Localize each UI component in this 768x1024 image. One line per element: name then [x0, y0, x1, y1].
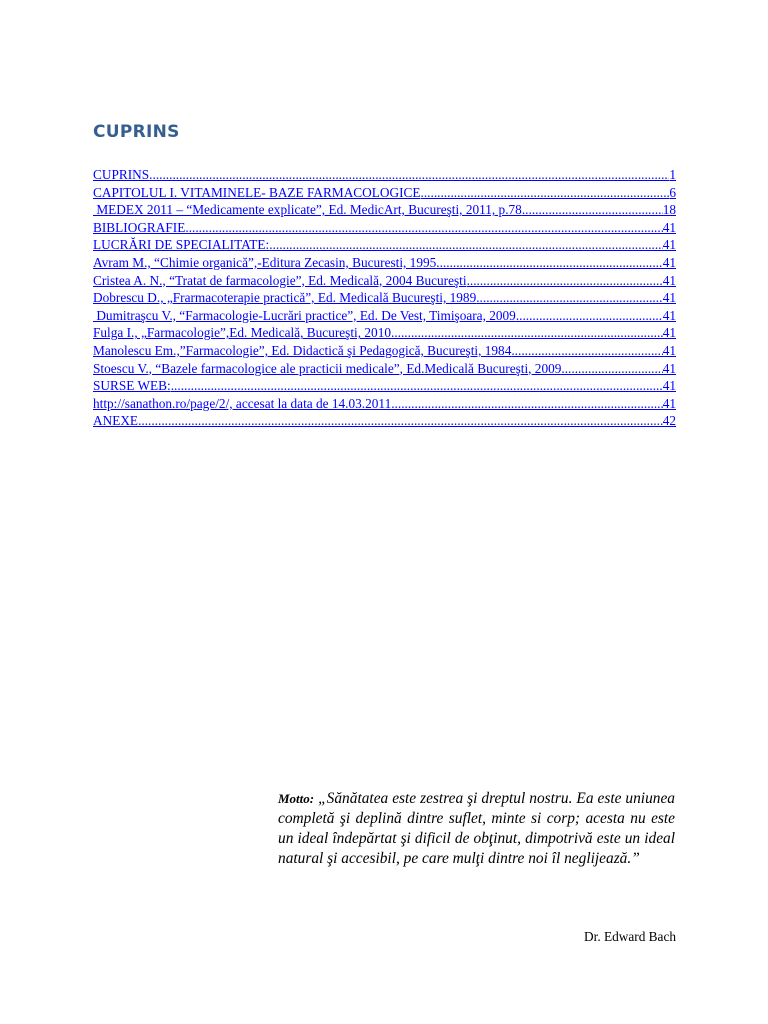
toc-entry-page: 41: [662, 307, 676, 323]
toc-leader-dots: [436, 254, 662, 272]
toc-entry-text: Manolescu Em.,”Farmacologie”, Ed. Didactică şi Pedagogică, Bucureşti, 1984: [93, 342, 512, 358]
toc-leader-dots: [138, 412, 663, 430]
toc-leader-dots: [269, 236, 662, 254]
toc-entry-page: 41: [662, 254, 676, 270]
toc-entry[interactable]: [93, 360, 676, 378]
motto-label: Motto:: [278, 791, 315, 806]
toc-entry-text: Dobrescu D., „Frarmacoterapie practică”, Ed. Medicală Bucureşti, 1989: [93, 290, 477, 306]
toc-entry[interactable]: [93, 272, 676, 290]
toc-entry[interactable]: [93, 219, 676, 237]
toc-entry-page: 18: [662, 202, 676, 218]
toc-entry[interactable]: [93, 201, 676, 219]
toc-entry-text: http://sanathon.ro/page/2/, accesat la data de 14.03.2011: [93, 395, 392, 411]
toc-entry-text: SURSE WEB:: [93, 378, 171, 394]
toc-leader-dots: [185, 219, 662, 237]
toc-entry-page: 6: [669, 184, 676, 200]
toc-entry[interactable]: [93, 377, 676, 395]
toc-leader-dots: [149, 166, 669, 184]
toc-leader-dots: [516, 307, 663, 325]
toc-leader-dots: [561, 360, 662, 378]
toc-entry-text: Cristea A. N., “Tratat de farmacologie”, Ed. Medicală, 2004 Bucureşti: [93, 272, 467, 288]
motto-author: Dr. Edward Bach: [584, 929, 676, 944]
toc-entry-page: 41: [662, 395, 676, 411]
toc-entry-text: LUCRĂRI DE SPECIALITATE:: [93, 237, 270, 253]
toc-leader-dots: [522, 201, 663, 219]
toc-entry-page: 41: [662, 378, 676, 394]
toc-entry-text: ANEXE: [93, 413, 139, 429]
toc-entry-text: Avram M., “Chimie organică”,-Editura Zecasin, Bucuresti, 1995: [93, 254, 437, 270]
toc-entry-text: Stoescu V., “Bazele farmacologice ale practicii medicale”, Ed.Medicală Bucureşti, 2009: [93, 360, 562, 376]
toc-entry[interactable]: [93, 289, 676, 307]
toc-entry-text: Dumitraşcu V., “Farmacologie-Lucrări practice”, Ed. De Vest, Timişoara, 2009: [93, 307, 516, 323]
toc-entry-page: 41: [662, 290, 676, 306]
toc-entry-page: 42: [662, 413, 676, 429]
motto-quote: „Sănătatea este zestrea şi dreptul nostru. Ea este uniunea completă şi deplină dintre suflet, minte si corp; acesta nu este un ideal îndepărtat şi dificil de obţinut, dimpotrivă este un ideal natural şi accesibil, pe care mulţi dintre noi îl neglijează.”: [278, 790, 675, 867]
toc-entry-text: Fulga I., „Farmacologie”,Ed. Medicală, Bucureşti, 2010: [93, 325, 391, 341]
toc-entry[interactable]: [93, 342, 676, 360]
toc-leader-dots: [511, 342, 662, 360]
toc-entry-text: CAPITOLUL I. VITAMINELE- BAZE FARMACOLOGICE: [93, 184, 421, 200]
toc-entry-text: BIBLIOGRAFIE: [93, 219, 186, 235]
toc-entry-page: 1: [669, 167, 676, 182]
toc-leader-dots: [391, 324, 663, 342]
toc-entry-page: 41: [662, 237, 676, 253]
motto-paragraph: [278, 789, 675, 869]
toc-entry-page: 41: [662, 360, 676, 376]
toc-leader-dots: [476, 289, 662, 307]
toc-entry[interactable]: [93, 307, 676, 325]
toc-leader-dots: [171, 377, 663, 395]
toc-entry[interactable]: [93, 236, 676, 254]
toc-entry-text: MEDEX 2011 – “Medicamente explicate”, Ed. MedicArt, Bucureşti, 2011, p.78: [93, 202, 522, 218]
toc-entry[interactable]: [93, 166, 676, 184]
table-of-contents: [93, 166, 676, 430]
toc-leader-dots: [391, 395, 662, 413]
toc-entry-page: 41: [662, 219, 676, 235]
toc-leader-dots: [467, 272, 663, 290]
toc-entry-page: 41: [662, 325, 676, 341]
toc-entry[interactable]: [93, 324, 676, 342]
toc-title: CUPRINS: [93, 122, 180, 142]
toc-entry[interactable]: [93, 184, 676, 202]
toc-entry[interactable]: [93, 412, 676, 430]
toc-entry-page: 41: [662, 342, 676, 358]
toc-entry-text: CUPRINS: [93, 167, 150, 182]
toc-entry-page: 41: [662, 272, 676, 288]
toc-leader-dots: [421, 184, 670, 202]
toc-entry[interactable]: [93, 254, 676, 272]
toc-entry[interactable]: [93, 395, 676, 413]
